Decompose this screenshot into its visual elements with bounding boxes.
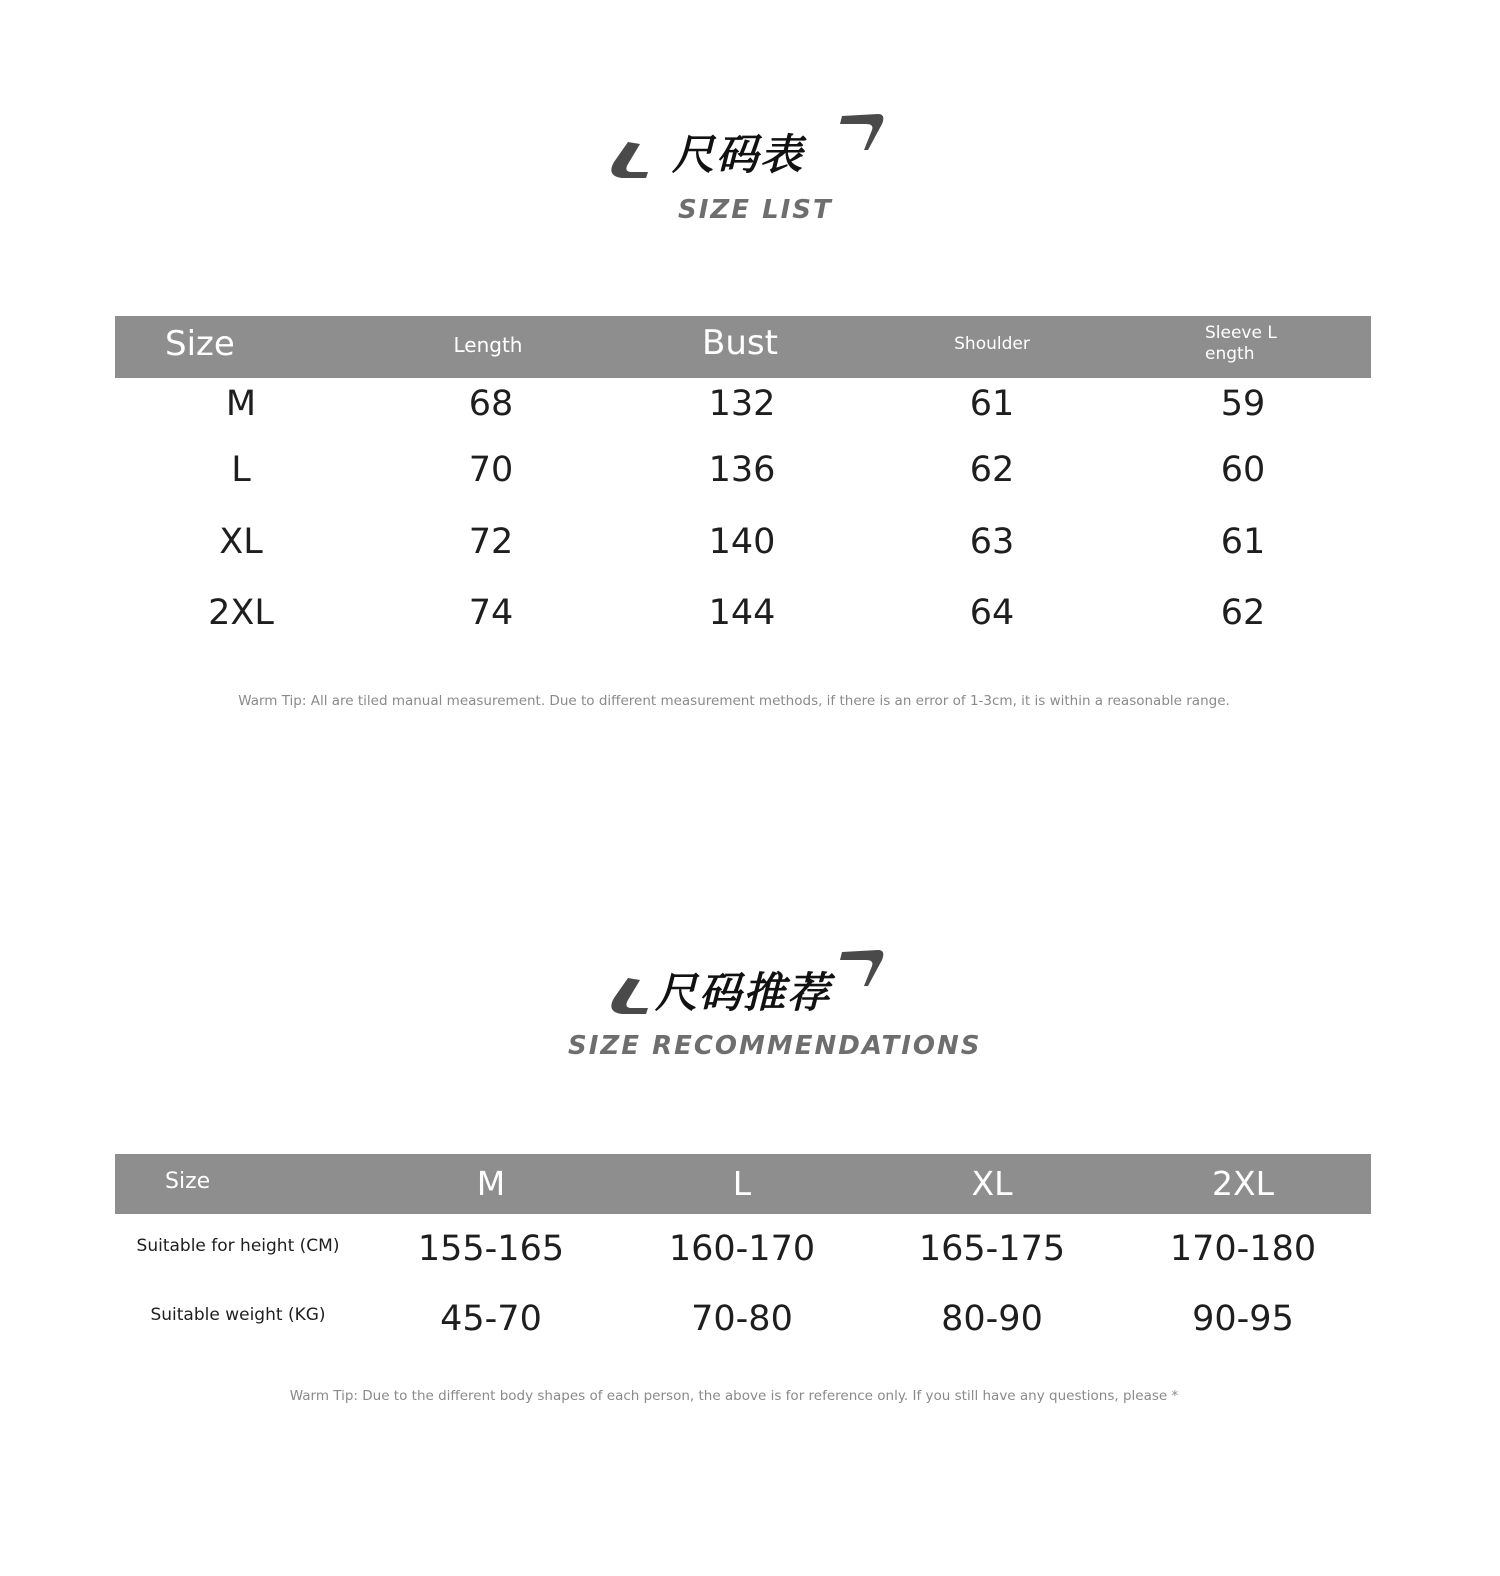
size-recommendations-header-row: [115, 1154, 1371, 1214]
cell-size: XL: [219, 522, 263, 562]
header-size-xl: XL: [971, 1164, 1013, 1203]
size-recommendations-heading: [0, 936, 1500, 1106]
header-shoulder: Shoulder: [954, 334, 1030, 354]
cell-length: 68: [468, 384, 514, 424]
cell-weight-xl: 80-90: [941, 1299, 1043, 1339]
header-size: Size: [165, 1169, 211, 1194]
size-list-warm-tip: Warm Tip: All are tiled manual measurement. Due to different measurement methods, if there is an error of 1-3cm, it is within a reasonable range.: [238, 693, 1230, 709]
size-list-title-cn: 尺码表: [672, 130, 805, 179]
header-length: Length: [453, 333, 523, 357]
size-list-heading: [0, 100, 1500, 270]
header-bust: Bust: [702, 323, 778, 363]
cell-bust: 136: [708, 450, 776, 490]
cell-height-2xl: 170-180: [1169, 1229, 1317, 1269]
cell-weight-l: 70-80: [691, 1299, 793, 1339]
cell-sleeve: 62: [1220, 593, 1266, 633]
header-size-l: L: [732, 1164, 752, 1203]
cell-size: 2XL: [208, 593, 274, 633]
cell-bust: 144: [708, 593, 776, 633]
size-recommendations-title-cn: 尺码推荐: [655, 968, 832, 1017]
header-size-m: M: [476, 1164, 506, 1203]
cell-size: L: [231, 450, 251, 490]
cell-sleeve: 61: [1220, 522, 1266, 562]
cell-shoulder: 61: [969, 384, 1015, 424]
cell-bust: 140: [708, 522, 776, 562]
cell-weight-m: 45-70: [440, 1299, 542, 1339]
cell-height-xl: 165-175: [918, 1229, 1066, 1269]
cell-shoulder: 64: [969, 593, 1015, 633]
cell-length: 74: [468, 593, 514, 633]
cell-bust: 132: [708, 384, 776, 424]
size-recommendations-title-en: SIZE RECOMMENDATIONS: [568, 1031, 982, 1061]
size-recommendations-warm-tip: Warm Tip: Due to the different body shapes of each person, the above is for reference only. If you still have any questions, please *: [289, 1388, 1179, 1404]
cell-shoulder: 62: [969, 450, 1015, 490]
cell-sleeve: 59: [1220, 384, 1266, 424]
row-label-weight: Suitable weight (KG): [150, 1305, 326, 1325]
cell-shoulder: 63: [969, 522, 1015, 562]
cell-length: 72: [468, 522, 514, 562]
cell-length: 70: [468, 450, 514, 490]
cell-height-l: 160-170: [668, 1229, 816, 1269]
size-list-title-en: SIZE LIST: [678, 195, 833, 225]
cell-sleeve: 60: [1220, 450, 1266, 490]
cell-size: M: [225, 384, 257, 424]
cell-weight-2xl: 90-95: [1192, 1299, 1294, 1339]
header-size-2xl: 2XL: [1212, 1164, 1274, 1203]
header-size: Size: [165, 324, 235, 364]
cell-height-m: 155-165: [417, 1229, 565, 1269]
size-list-header-row: [115, 316, 1371, 378]
row-label-height: Suitable for height (CM): [136, 1236, 340, 1256]
header-sleeve-length: Sleeve L ength: [1205, 323, 1277, 364]
